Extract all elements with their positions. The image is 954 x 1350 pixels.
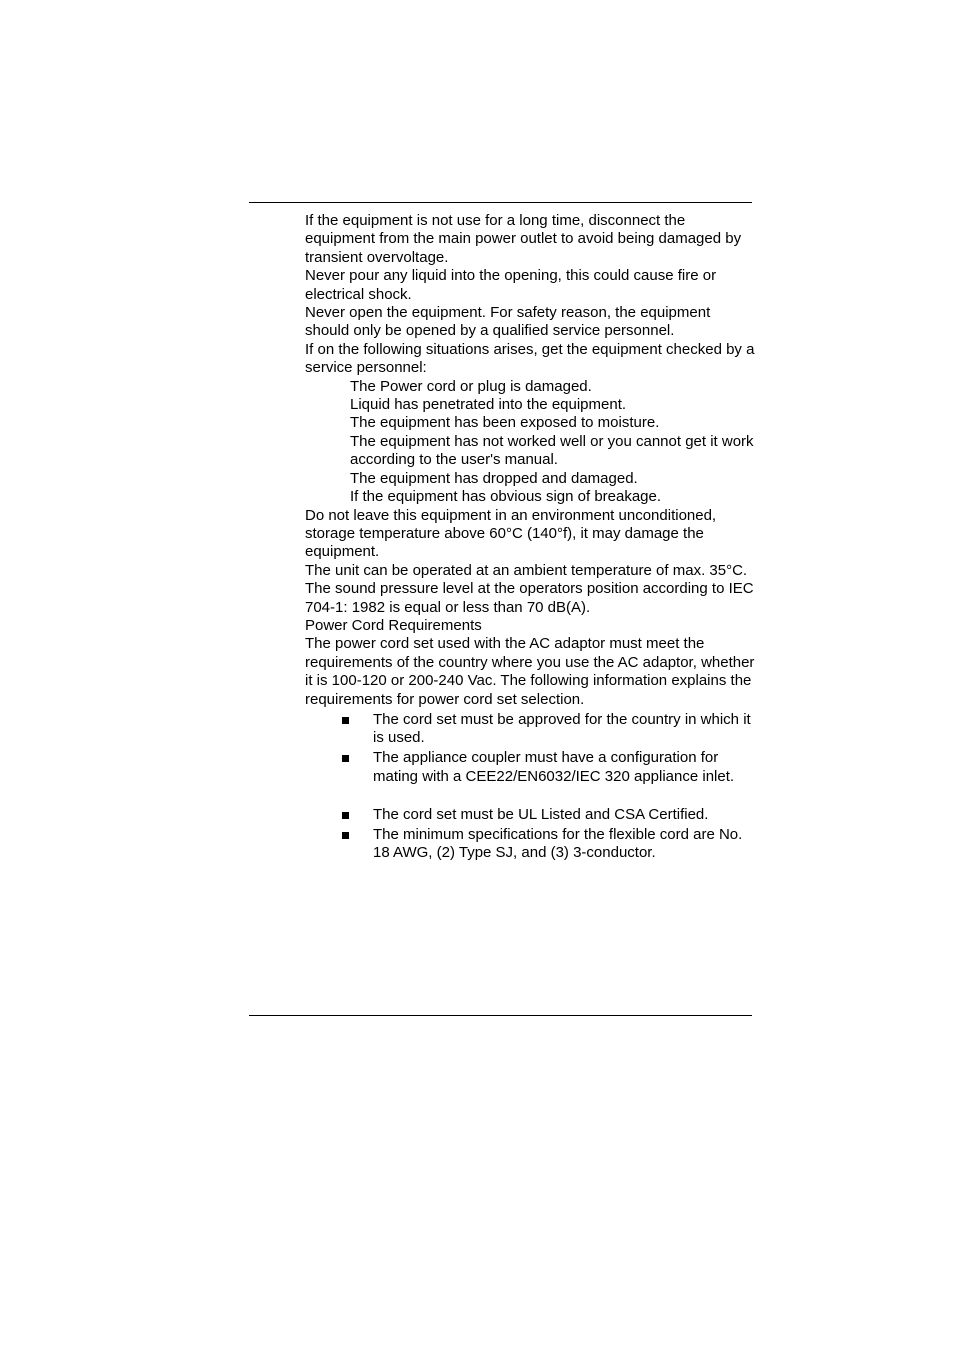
situation-item: The equipment has not worked well or you cannot get it work according to the user's manual. [350, 432, 754, 469]
list-item-text: The minimum specifications for the flexible cord are No. 18 AWG, (2) Type SJ, and (3) 3-conductor. [373, 825, 743, 861]
list-item-text: The cord set must be UL Listed and CSA Certified. [373, 805, 709, 823]
square-bullet-icon [342, 717, 349, 724]
page-body [305, 212, 755, 864]
para-sound-pressure: The sound pressure level at the operators position according to IEC 704-1: 1982 is equal or less than 70 dB(A). [305, 580, 754, 616]
section-heading-power-cord: Power Cord Requirements [305, 616, 482, 634]
para-ambient-temperature: The unit can be operated at an ambient temperature of max. 35°C. [305, 561, 748, 579]
square-bullet-icon [342, 812, 349, 819]
para-never-open: Never open the equipment. For safety reason, the equipment should only be opened by a qualified service personnel. [305, 304, 711, 340]
header-rule [249, 202, 752, 203]
list-item [305, 749, 755, 786]
situation-item: Liquid has penetrated into the equipment. [350, 396, 627, 414]
situation-item: The equipment has been exposed to moisture. [350, 414, 660, 432]
square-bullet-icon [342, 832, 349, 839]
list-item-text: The cord set must be approved for the country in which it is used. [373, 710, 751, 747]
list-item [305, 711, 755, 748]
para-storage-temperature: Do not leave this equipment in an environment unconditioned, storage temperature above 60°C (140°f), it may damage the equipment. [305, 506, 717, 561]
footer-rule [249, 1015, 752, 1016]
square-bullet-icon [342, 755, 349, 762]
list-item-text: The appliance coupler must have a configuration for mating with a CEE22/EN6032/IEC 320 appliance inlet. [373, 749, 735, 785]
situation-item: The Power cord or plug is damaged. [350, 377, 592, 395]
situation-item: If the equipment has obvious sign of breakage. [350, 488, 662, 506]
para-disconnect-when-unused: If the equipment is not use for a long time, disconnect the equipment from the main power outlet to avoid being damaged by transient overvoltage. [305, 212, 742, 266]
para-no-liquid: Never pour any liquid into the opening, this could cause fire or electrical shock. [305, 267, 717, 303]
list-item [305, 826, 755, 863]
list-item [305, 806, 755, 824]
situation-item: The equipment has dropped and damaged. [350, 469, 638, 487]
para-service-situations: If on the following situations arises, get the equipment checked by a service personnel: [305, 340, 755, 377]
requirements-list [305, 711, 755, 862]
para-power-cord-intro: The power cord set used with the AC adaptor must meet the requirements of the country where you use the AC adaptor, whether it is 100-120 or 200-240 Vac. The following information explains the requirements for power cord set selection. [305, 635, 755, 708]
